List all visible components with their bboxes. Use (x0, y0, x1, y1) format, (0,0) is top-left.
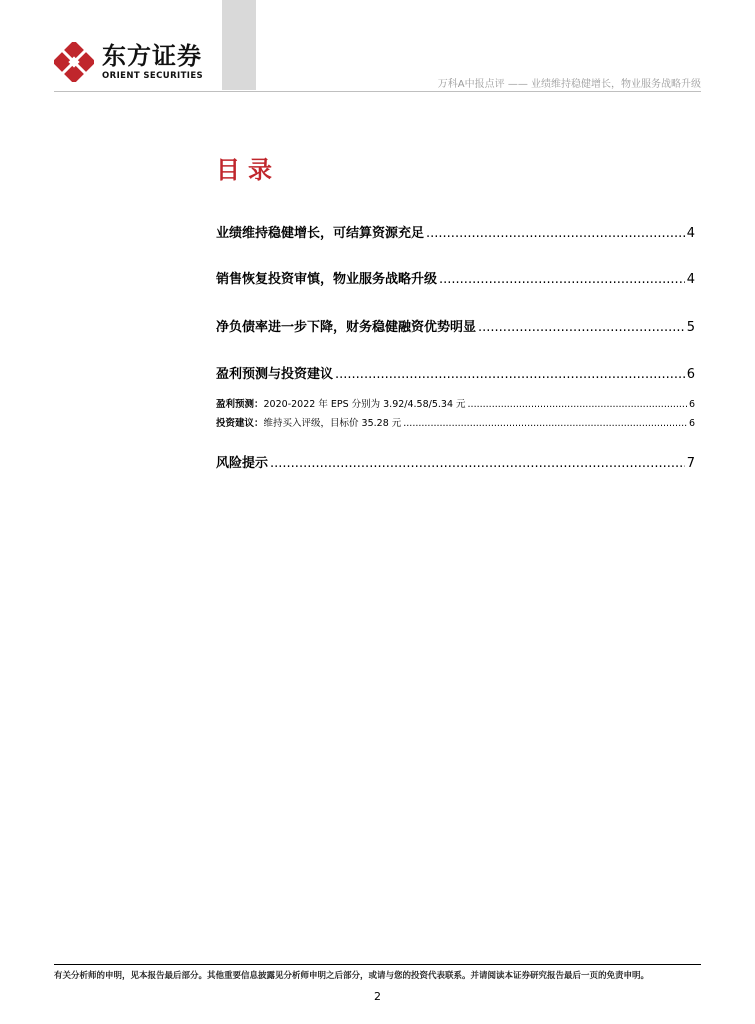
toc-leader-dots (426, 226, 685, 241)
toc-item-page: 7 (686, 456, 695, 471)
toc-item-page: 6 (686, 367, 695, 382)
toc-leader-dots (335, 367, 685, 382)
toc-subitem-label: 盈利预测： (216, 399, 264, 410)
toc-leader-dots (439, 272, 685, 287)
toc-leader-dots (468, 399, 687, 410)
page-number: 2 (374, 990, 381, 1003)
toc-item-text: 销售恢复投资审慎，物业服务战略升级 (216, 272, 438, 287)
toc-item-text: 风险提示 (216, 456, 269, 471)
report-title-header: 万科A中报点评 —— 业绩维持稳健增长，物业服务战略升级 (437, 79, 701, 90)
toc-item[interactable] (216, 316, 695, 335)
toc-leader-dots (403, 418, 687, 429)
brand-name-cn: 东方证券 (102, 42, 202, 70)
toc-item-text: 净负债率进一步下降，财务稳健融资优势明显 (216, 320, 477, 335)
toc-subitem-text (216, 415, 401, 429)
toc-leader-dots (270, 456, 685, 471)
toc-subitem-text (216, 396, 466, 410)
toc-item[interactable] (216, 452, 695, 471)
toc-subitem-detail: 2020-2022 年 EPS 分别为 3.92/4.58/5.34 元 (263, 399, 466, 410)
toc-subitem-detail: 维持买入评级，目标价 35.28 元 (263, 418, 402, 429)
toc-item-page: 5 (686, 320, 695, 335)
toc-subitem-page: 6 (688, 399, 695, 410)
footer-divider (54, 964, 701, 965)
brand-logo (54, 42, 214, 86)
toc-subitem[interactable] (216, 415, 695, 429)
header-divider (54, 91, 701, 92)
toc-item-text: 盈利预测与投资建议 (216, 367, 334, 382)
toc-subitem-label: 投资建议： (216, 418, 264, 429)
toc-subitem[interactable] (216, 396, 695, 410)
header-gray-bar (222, 0, 256, 90)
toc-item-page: 4 (686, 226, 695, 241)
toc-leader-dots (478, 320, 685, 335)
toc-item[interactable] (216, 222, 695, 241)
toc-subitem-page: 6 (688, 418, 695, 429)
brand-name-en: ORIENT SECURITIES (102, 71, 204, 81)
toc-item-text: 业绩维持稳健增长，可结算资源充足 (216, 226, 425, 241)
toc-title: 目录 (216, 156, 280, 184)
toc-item-page: 4 (686, 272, 695, 287)
toc-item[interactable] (216, 363, 695, 382)
toc-item[interactable] (216, 268, 695, 287)
orient-securities-logo-icon (54, 42, 94, 82)
footer-disclaimer: 有关分析师的申明，见本报告最后部分。其他重要信息披露见分析师申明之后部分，或请与您的投资代表联系。并请阅读本证券研究报告最后一页的免责申明。 (54, 971, 650, 981)
